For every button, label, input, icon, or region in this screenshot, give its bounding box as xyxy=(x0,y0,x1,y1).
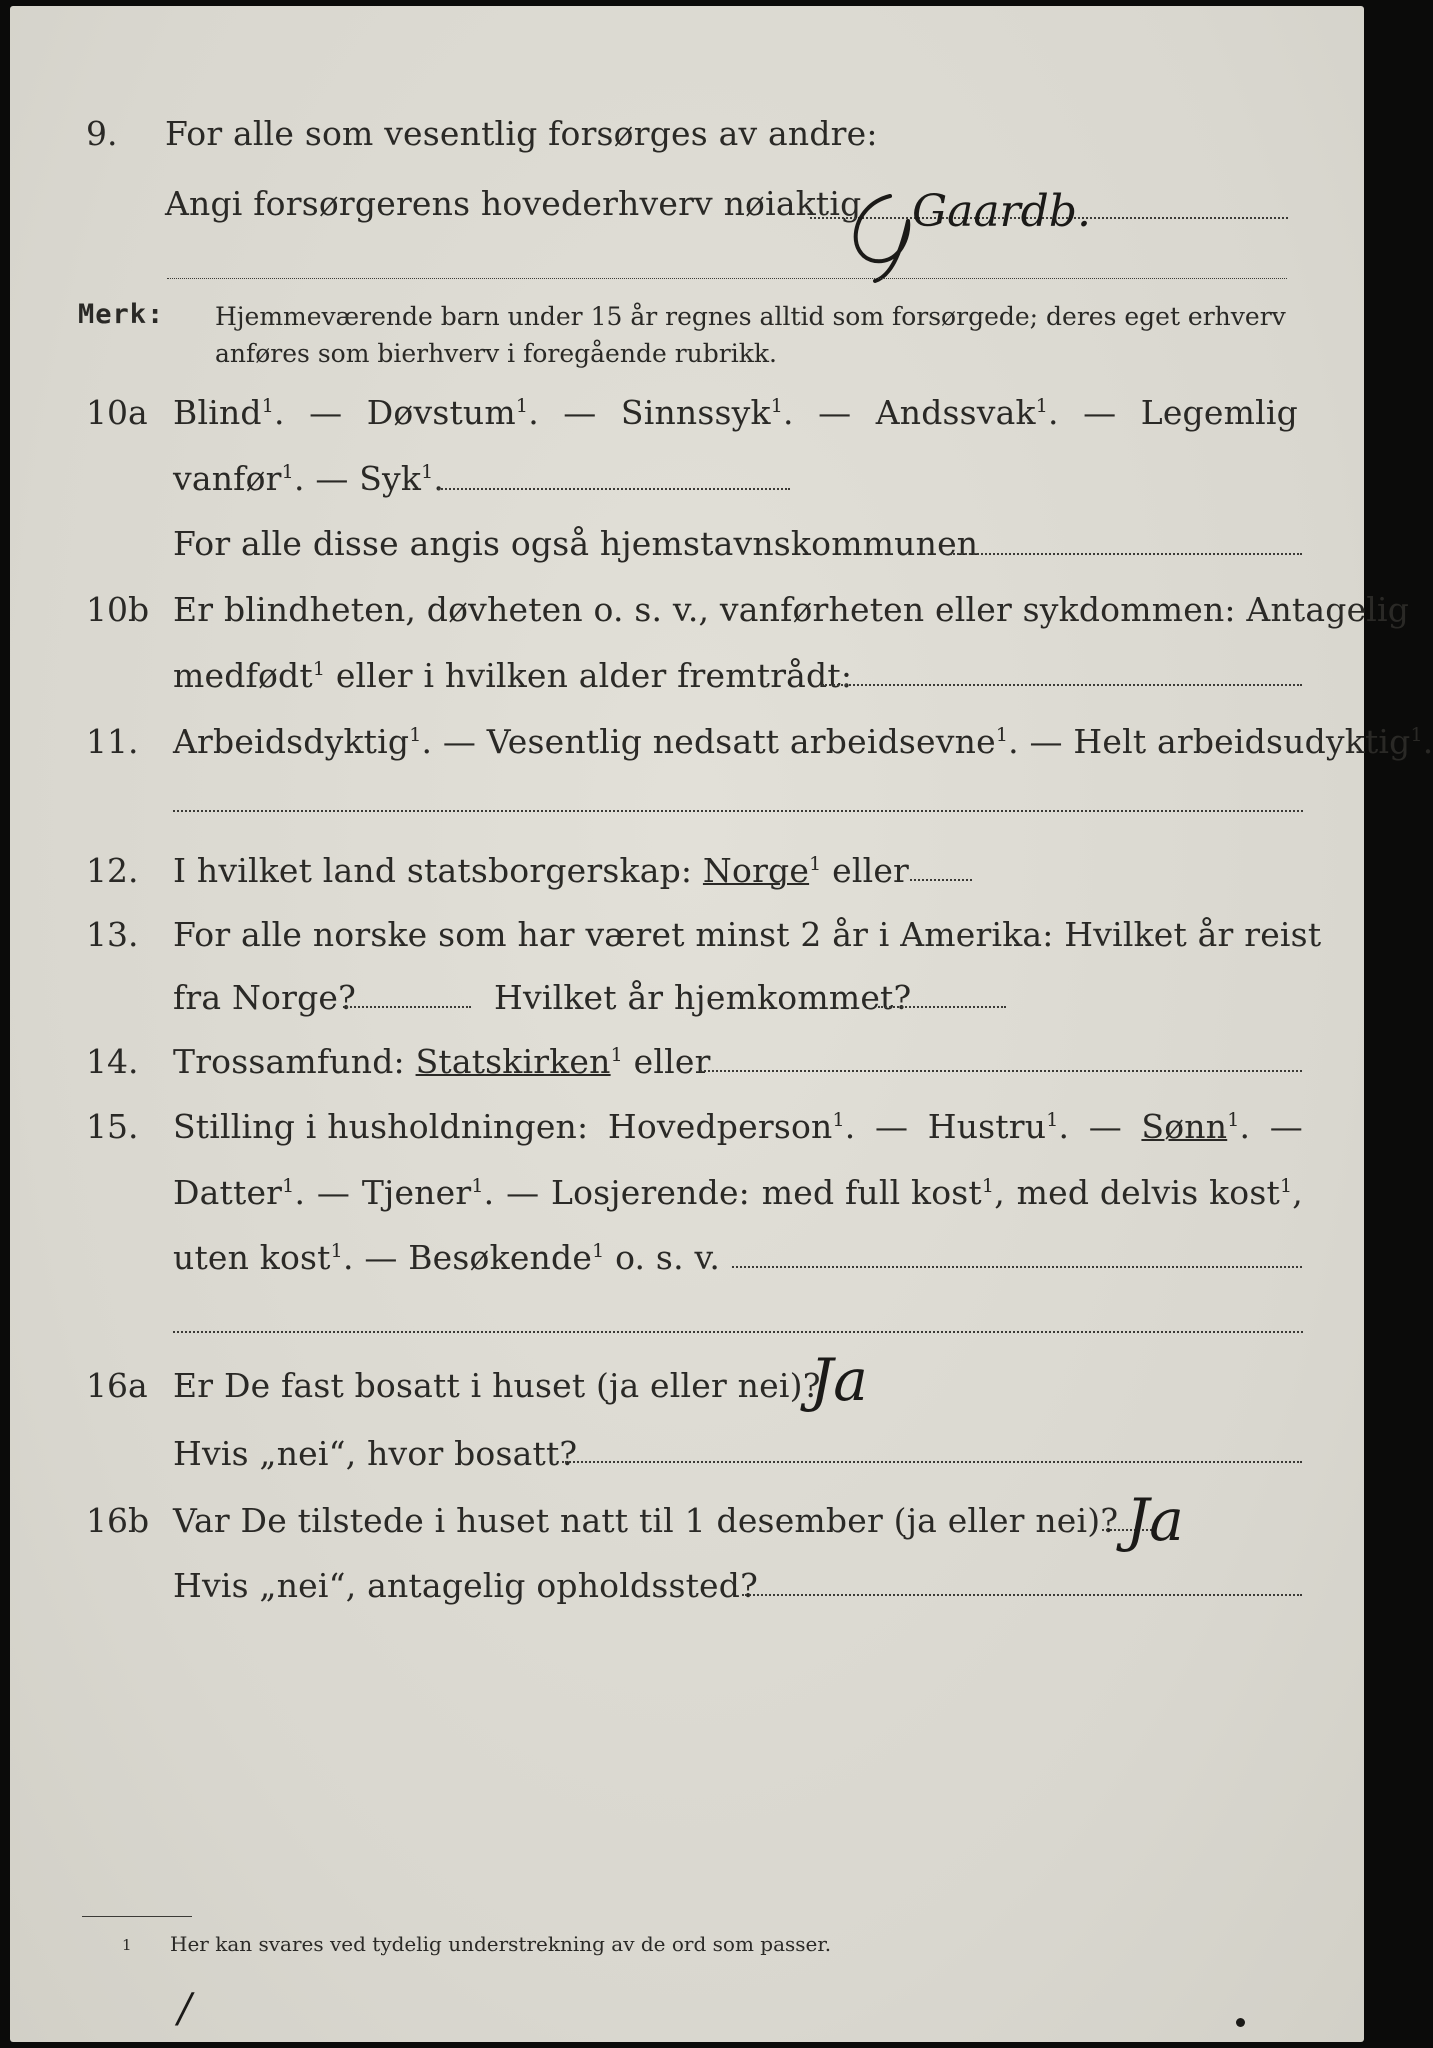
q10a-sinnssyk: Sinnssyk$^1$. xyxy=(620,393,794,432)
merk-line2: anføres som bierhverv i foregående rubrikk. xyxy=(215,339,777,368)
q16b-line2: Hvis „nei“, antagelig opholdssted? xyxy=(173,1566,758,1605)
dash: — xyxy=(1083,393,1117,432)
dash: — xyxy=(818,393,852,432)
q12-dots xyxy=(910,879,972,881)
q9-line2: Angi forsørgerens hovederhverv nøiaktig xyxy=(165,184,862,223)
q13-dots-b xyxy=(878,1006,1006,1008)
q10a-line1 xyxy=(173,393,1298,432)
q13-line2: fra Norge? Hvilket år hjemkommet? xyxy=(173,978,912,1017)
q11-number: 11. xyxy=(86,722,139,761)
q16a-dots xyxy=(562,1461,1302,1463)
q13-line1: For alle norske som har været minst 2 år i Amerika: Hvilket år reist xyxy=(173,915,1322,954)
q16b-number: 16b xyxy=(86,1501,150,1540)
q15-line1: Stilling i husholdningen: Hovedperson$^1$. — Hustru$^1$. — Sønn$^1$. — xyxy=(173,1107,1303,1146)
q9-line1: For alle som vesentlig forsørges av andre: xyxy=(165,114,878,153)
handwritten-ja-16b: Ja xyxy=(1126,1486,1184,1554)
q13-number: 13. xyxy=(86,915,139,954)
dash: — xyxy=(563,393,597,432)
q10a-line3: For alle disse angis også hjemstavnskommunen xyxy=(173,524,979,563)
handwritten-gaardb xyxy=(830,166,1150,286)
q12-line1: I hvilket land statsborgerskap: Norge$^1$ eller xyxy=(173,851,910,890)
q14-line1: Trossamfund: Statskirken$^1$ eller xyxy=(173,1042,711,1081)
q15-line2: Datter$^1$. — Tjener$^1$. — Losjerende: med full kost$^1$, med delvis kost$^1$, xyxy=(173,1173,1303,1212)
q11-dots xyxy=(173,810,1303,812)
q10a-legemlig: Legemlig xyxy=(1140,393,1298,432)
merk-label: Merk: xyxy=(78,299,165,330)
merk-line1: Hjemmeværende barn under 15 år regnes alltid som forsørgede; deres eget erhverv xyxy=(215,302,1286,331)
q10a-blind: Blind$^1$. xyxy=(173,393,285,432)
handwritten-gaardb-text: Gaardb. xyxy=(912,186,1091,237)
q15-number: 15. xyxy=(86,1107,139,1146)
ink-dot xyxy=(1236,2018,1245,2027)
q15-line3: uten kost$^1$. — Besøkende$^1$ o. s. v. xyxy=(173,1238,721,1277)
q10a-line3-dots xyxy=(950,553,1302,555)
handwritten-mark: / xyxy=(178,1986,192,2032)
q9-second-line xyxy=(167,278,1287,279)
footnote-marker: 1 xyxy=(122,1936,132,1954)
q11-line1: Arbeidsdyktig$^1$. — Vesentlig nedsatt arbeidsevne$^1$. — Helt arbeidsudyktig$^1$. xyxy=(173,722,1433,761)
census-form-page xyxy=(10,6,1433,2042)
footnote-rule xyxy=(82,1916,192,1917)
q10a-dovstum: Døvstum$^1$. xyxy=(366,393,539,432)
footnote-text: Her kan svares ved tydelig understrekning av de ord som passer. xyxy=(170,1932,832,1956)
dash: — xyxy=(309,393,343,432)
q12-norge-underlined: Norge xyxy=(702,851,810,890)
q16a-line1: Er De fast bosatt i huset (ja eller nei)? xyxy=(173,1366,821,1405)
q10b-number: 10b xyxy=(86,590,150,629)
q13-dots-a xyxy=(343,1006,471,1008)
q15-sonn-underlined: Sønn xyxy=(1141,1107,1228,1146)
q16a-number: 16a xyxy=(86,1366,148,1405)
q10a-number: 10a xyxy=(86,393,148,432)
q14-statskirken-underlined: Statskirken xyxy=(415,1042,611,1081)
q14-dots xyxy=(700,1070,1302,1072)
q15-dots-2 xyxy=(173,1331,1303,1333)
q16a-line2: Hvis „nei“, hvor bosatt? xyxy=(173,1434,578,1473)
q12-number: 12. xyxy=(86,851,139,890)
q10b-dots xyxy=(822,684,1302,686)
q10b-line1: Er blindheten, døvheten o. s. v., vanførheten eller sykdommen: Antagelig xyxy=(173,590,1410,629)
q10b-line2: medfødt$^1$ eller i hvilken alder fremtrådt: xyxy=(173,656,853,695)
q10a-line2-dots xyxy=(438,488,790,490)
q16b-line1: Var De tilstede i huset natt til 1 desember (ja eller nei)? xyxy=(173,1501,1119,1540)
q9-number: 9. xyxy=(86,114,118,153)
q10a-andssvak: Andssvak$^1$. xyxy=(875,393,1059,432)
q16b-dots xyxy=(742,1594,1302,1596)
q10a-line2: vanfør$^1$. — Syk$^1$. xyxy=(173,459,445,498)
q14-number: 14. xyxy=(86,1042,139,1081)
handwritten-ja-16a: Ja xyxy=(810,1346,868,1414)
q15-dots xyxy=(732,1266,1302,1268)
